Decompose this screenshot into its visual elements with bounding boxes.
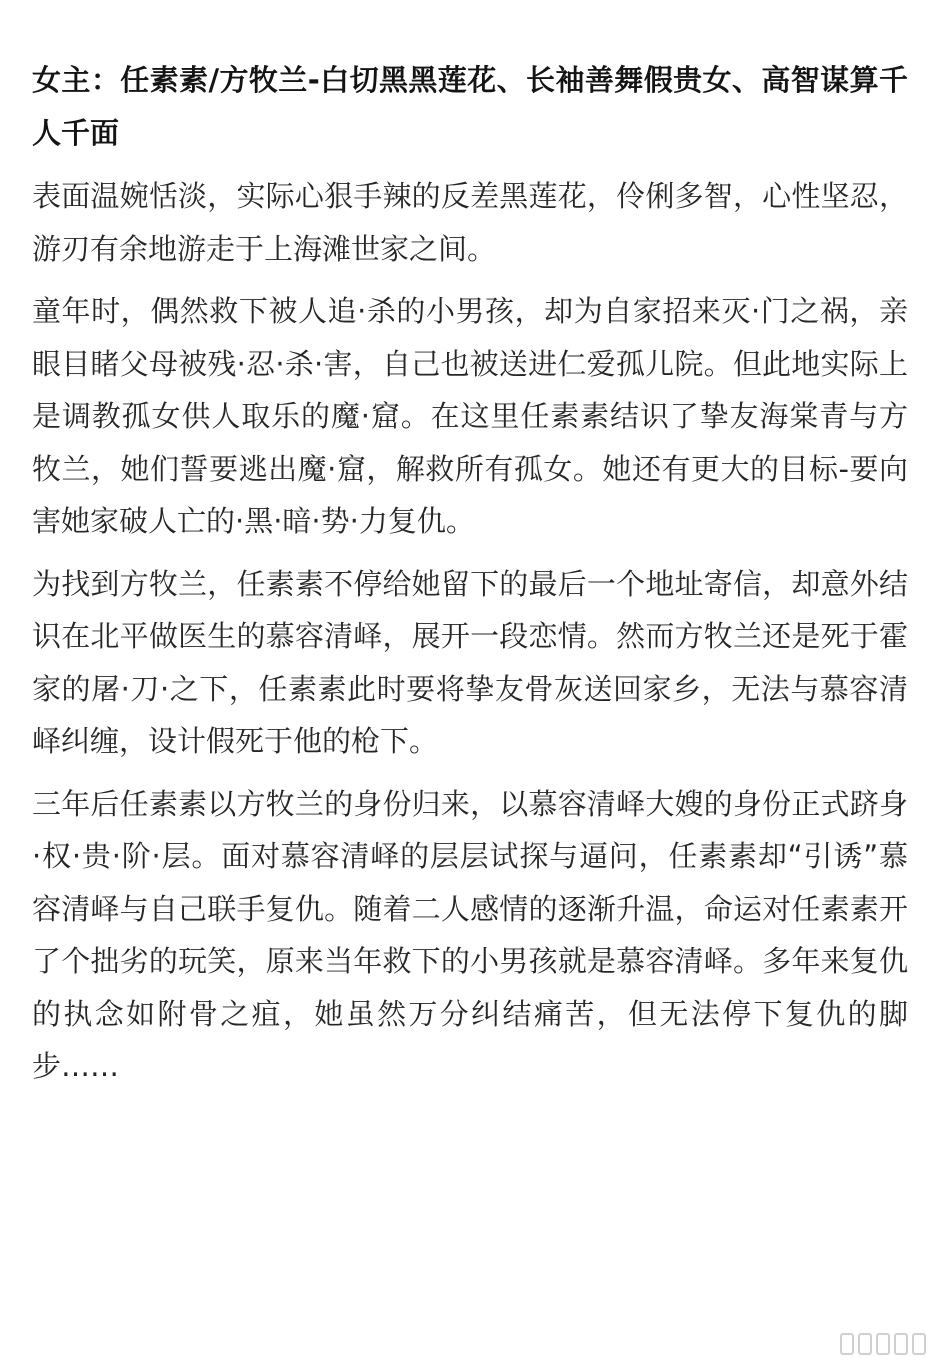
paragraph-return: 三年后任素素以方牧兰的身份归来，以慕容清峄大嫂的身份正式跻身·权·贵·阶·层。面对慕容清峄的层层试探与逼问，任素素却“引诱”慕容清峄与自己联手复仇。随着二人感情的逐渐升温，命运对任素素开了个拙劣的玩笑，原来当年救下的小男孩就是慕容清峄。多年来复仇的执念如附骨之疽，她虽然万分纠结痛苦，但无法停下复仇的脚步…… [32, 786, 908, 1083]
watermark-glyph [912, 1333, 926, 1355]
watermark-glyph [840, 1333, 854, 1355]
document-body [32, 54, 908, 1103]
watermark-glyph [858, 1333, 872, 1355]
watermark-glyph [876, 1333, 890, 1355]
watermark-glyph [894, 1333, 908, 1355]
paragraph-childhood: 童年时，偶然救下被人追·杀的小男孩，却为自家招来灭·门之祸，亲眼目睹父母被残·忍·杀·害，自己也被送进仁爱孤儿院。但此地实际上是调教孤女供人取乐的魔·窟。在这里任素素结识了挚友海棠青与方牧兰，她们誓要逃出魔·窟，解救所有孤女。她还有更大的目标-要向害她家破人亡的·黑·暗·势·力复仇。 [32, 294, 908, 538]
watermark [840, 1333, 926, 1355]
paragraph-romance: 为找到方牧兰，任素素不停给她留下的最后一个地址寄信，却意外结识在北平做医生的慕容清峄，展开一段恋情。然而方牧兰还是死于霍家的屠·刀·之下，任素素此时要将挚友骨灰送回家乡，无法与慕容清峄纠缠，设计假死于他的枪下。 [32, 566, 908, 758]
paragraph-intro: 表面温婉恬淡，实际心狠手辣的反差黑莲花，伶俐多智，心性坚忍，游刃有余地游走于上海滩世家之间。 [32, 179, 908, 266]
character-heading: 女主：任素素/方牧兰-白切黑黑莲花、长袖善舞假贵女、高智谋算千人千面 [32, 63, 908, 150]
